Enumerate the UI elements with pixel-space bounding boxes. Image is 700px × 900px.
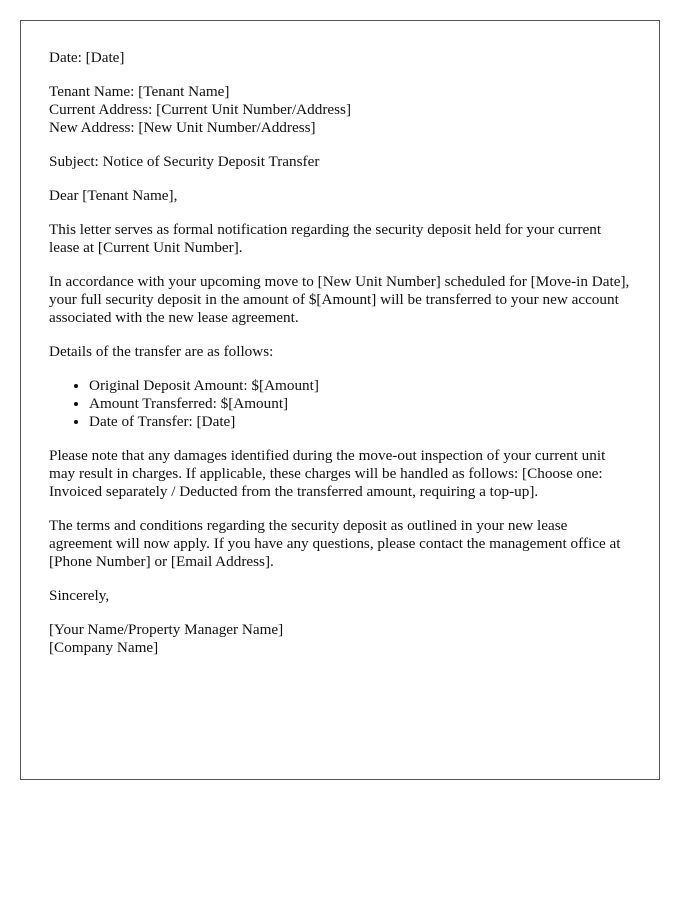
letter-page — [20, 20, 660, 780]
list-item: • Date of Transfer: [Date] — [89, 413, 631, 431]
tenant-name-line: Tenant Name: [Tenant Name] — [49, 83, 230, 100]
signature-name: [Your Name/Property Manager Name] — [49, 621, 284, 638]
terms-paragraph: The terms and conditions regarding the security deposit as outlined in your new lease agreement will now apply. If you have any questions, please contact the management office at [Phone Number] or [Email Address]. — [49, 517, 621, 570]
subject-line: Subject: Notice of Security Deposit Transfer — [49, 153, 320, 170]
tenant-info-block — [49, 83, 631, 137]
details-intro: Details of the transfer are as follows: — [49, 343, 274, 360]
signature-company: [Company Name] — [49, 639, 159, 656]
salutation: Dear [Tenant Name], — [49, 187, 178, 204]
transfer-paragraph: In accordance with your upcoming move to [New Unit Number] scheduled for [Move-in Date], your full security deposit in the amount of $[Amount] will be transferred to your new account associated with the new lease agreement. — [49, 273, 630, 326]
current-address-line: Current Address: [Current Unit Number/Address] — [49, 101, 352, 118]
signature-block — [49, 621, 631, 657]
transfer-details-list — [49, 377, 631, 431]
sign-off: Sincerely, — [49, 587, 110, 604]
damages-paragraph: Please note that any damages identified during the move-out inspection of your current unit may result in charges. If applicable, these charges will be handled as follows: [Choose one: Invoiced separately / Deducted from the transferred amount, requiring a top-up]. — [49, 447, 606, 500]
new-address-line: New Address: [New Unit Number/Address] — [49, 119, 316, 136]
intro-paragraph: This letter serves as formal notification regarding the security deposit held for your current lease at [Current Unit Number]. — [49, 221, 602, 256]
list-item: • Amount Transferred: $[Amount] — [89, 395, 631, 413]
date-line: Date: [Date] — [49, 49, 125, 66]
list-item: • Original Deposit Amount: $[Amount] — [89, 377, 631, 395]
